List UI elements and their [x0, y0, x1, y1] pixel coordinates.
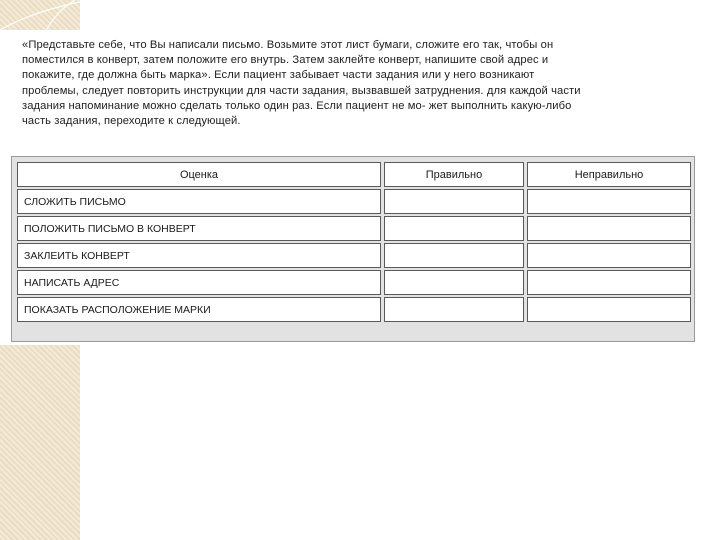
correct-cell	[384, 243, 524, 268]
instruction-text	[22, 38, 682, 129]
table-row	[17, 216, 691, 241]
correct-cell	[384, 297, 524, 322]
task-cell: ПОКАЗАТЬ РАСПОЛОЖЕНИЕ МАРКИ	[17, 297, 381, 322]
instruction-line: часть задания, переходите к следующей.	[22, 115, 241, 128]
table-row	[17, 243, 691, 268]
header-incorrect: Неправильно	[527, 162, 691, 187]
task-cell: СЛОЖИТЬ ПИСЬМО	[17, 189, 381, 214]
table-header-row	[17, 162, 691, 187]
task-cell: НАПИСАТЬ АДРЕС	[17, 270, 381, 295]
incorrect-cell	[527, 216, 691, 241]
table-row	[17, 270, 691, 295]
header-correct: Правильно	[384, 162, 524, 187]
scoring-table-frame	[11, 156, 695, 342]
incorrect-cell	[527, 189, 691, 214]
correct-cell	[384, 216, 524, 241]
scoring-table	[14, 160, 694, 324]
instruction-line: поместился в конверт, затем положите его внутрь. Затем заклейте конверт, напишите свой адрес и	[22, 54, 549, 67]
instruction-line: проблемы, следует повторить инструкции для части задания, вызвавшей затруднения. для каждой части	[22, 84, 581, 97]
header-score: Оценка	[17, 162, 381, 187]
instruction-line: «Представьте себе, что Вы написали письмо. Возьмите этот лист бумаги, сложите его так, чтобы он	[22, 39, 554, 51]
incorrect-cell	[527, 297, 691, 322]
incorrect-cell	[527, 243, 691, 268]
hatched-side-decoration	[0, 345, 80, 540]
instruction-line: задания напоминание можно сделать только один раз. Если пациент не мо- жет выполнить какую-либо	[22, 99, 572, 112]
correct-cell	[384, 189, 524, 214]
task-cell: ЗАКЛЕИТЬ КОНВЕРТ	[17, 243, 381, 268]
incorrect-cell	[527, 270, 691, 295]
table-row	[17, 189, 691, 214]
table-row	[17, 297, 691, 322]
correct-cell	[384, 270, 524, 295]
task-cell: ПОЛОЖИТЬ ПИСЬМО В КОНВЕРТ	[17, 216, 381, 241]
instruction-line: покажите, где должна быть марка». Если пациент забывает части задания или у него возникают	[22, 69, 535, 82]
